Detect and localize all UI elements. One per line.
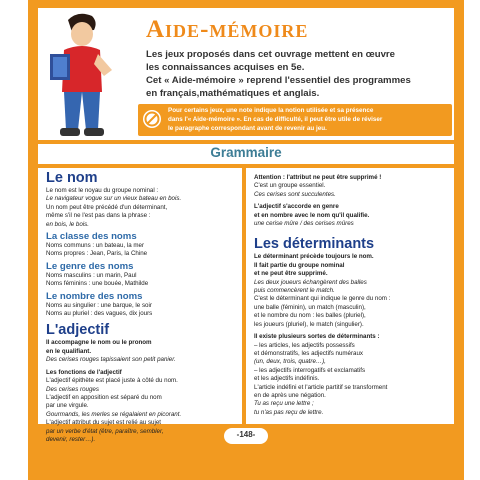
text-line: Le déterminant précède toujours le nom. (254, 253, 374, 261)
header-card (38, 8, 454, 140)
heading-adjectif: L'adjectif (46, 322, 110, 339)
text-line: et les adjectifs indéfinis. (254, 375, 320, 383)
page-background (28, 0, 464, 480)
example-line: Ces cerises sont succulentes. (254, 190, 336, 198)
right-column (246, 168, 454, 424)
section-title: Grammaire (210, 145, 282, 160)
text-line: par une virgule. (46, 402, 89, 410)
heading-determinants: Les déterminants (254, 236, 375, 253)
text-line: même s'il ne l'est pas dans la phrase : (46, 212, 151, 220)
note-text (168, 107, 448, 133)
intro-text (146, 48, 446, 100)
text-line: par un verbe d'état (être, paraître, sembler, (46, 427, 164, 435)
intro-line: Les jeux proposés dans cet ouvrage mettent en œuvre (146, 49, 395, 60)
text-line: – les adjectifs interrogatifs et exclamatifs (254, 366, 366, 374)
text-line: Noms féminins : une bouée, Mathilde (46, 280, 149, 288)
no-entry-icon (142, 109, 162, 129)
text-line: Noms au singulier : une barque, le soir (46, 301, 152, 309)
text-line: L'adjectif épithète est placé juste à côté du nom. (46, 377, 178, 385)
text-line: Le nom est le noyau du groupe nominal : (46, 187, 159, 194)
example-line: Des cerises rouges tapissaient son petit panier. (46, 356, 176, 364)
text-line: Attention : l'attribut ne peut être supprimé ! (254, 174, 382, 181)
text-line: Un nom peut être précédé d'un déterminant, (46, 203, 168, 211)
page-number-pill (224, 428, 268, 444)
text-line: en le qualifiant. (46, 347, 92, 355)
page-title: Aide-mémoire (146, 16, 309, 43)
text-line: L'adjectif attribut du sujet est relié au sujet (46, 419, 162, 427)
text-line: une balle (féminin), un match (masculin), (254, 303, 366, 311)
text-line: L'adjectif s'accorde en genre (254, 203, 339, 211)
text-line: devenir, rester…). (46, 435, 96, 443)
text-line: et en nombre avec le nom qu'il qualifie. (254, 211, 370, 219)
text-line: L'article indéfini et l'article partitif se transforment (254, 383, 388, 391)
text-line: – les articles, les adjectifs possessifs (254, 341, 355, 349)
text-line: C'est un groupe essentiel. (254, 182, 326, 190)
boy-illustration (38, 10, 130, 138)
note-line: dans l'« Aide-mémoire ». En cas de difficulté, il peut être utile de réviser (168, 115, 383, 123)
example-line: Tu as reçu une lettre ; (254, 400, 314, 408)
text-line: Noms au pluriel : des vagues, dix jours (46, 310, 153, 318)
heading-classe-des-noms: La classe des noms (46, 231, 137, 243)
example-line: Les deux joueurs échangèrent des balles (254, 278, 367, 286)
text-line: C'est le déterminant qui indique le genre du nom : (254, 295, 391, 303)
text-line: les joueurs (pluriel), le match (singulier). (254, 320, 364, 328)
intro-line: les connaissances acquises en 5e. (146, 62, 305, 73)
text-line: Il existe plusieurs sortes de déterminants : (254, 333, 380, 341)
note-box (138, 104, 452, 136)
subheading-line: Les fonctions de l'adjectif (46, 368, 122, 376)
heading-genre-des-noms: Le genre des noms (46, 260, 134, 272)
text-line: Il accompagne le nom ou le pronom (46, 339, 152, 347)
note-line: le paragraphe correspondant avant de revenir au jeu. (168, 124, 327, 132)
example-line: en bois, le bois. (46, 220, 89, 228)
example-line: puis commencèrent le match. (254, 287, 335, 295)
example-line: Gourmands, les merles se régalaient en picorant. (46, 410, 182, 418)
example-line: une cerise mûre / des cerises mûres (254, 220, 354, 228)
example-line: tu n'as pas reçu de lettre. (254, 408, 324, 416)
note-line: Pour certains jeux, une note indique la notion utilisée et sa présence (168, 107, 374, 114)
intro-line: en français,mathématiques et anglais. (146, 88, 320, 99)
left-column (38, 168, 242, 443)
page-number: -148- (236, 430, 256, 439)
example-line: (un, deux, trois, quatre…), (254, 358, 326, 366)
text-line: et démonstratifs, les adjectifs numéraux (254, 349, 364, 357)
example-line: Le navigateur vogue sur un vieux bateau en bois. (46, 195, 182, 203)
text-line: L'adjectif en apposition est séparé du nom (46, 393, 162, 401)
section-band (38, 144, 454, 164)
text-line: Noms communs : un bateau, la mer (46, 242, 145, 250)
heading-nombre-des-noms: Le nombre des noms (46, 290, 143, 302)
text-line: Il fait partie du groupe nominal (254, 261, 345, 269)
intro-line: Cet « Aide-mémoire » reprend l'essentiel des programmes (146, 75, 411, 86)
text-line: et ne peut être supprimé. (254, 270, 328, 278)
text-line: en de après une négation. (254, 391, 326, 399)
heading-le-nom: Le nom (46, 170, 98, 186)
text-line: Noms propres : Jean, Paris, la Chine (46, 250, 148, 258)
text-line: et le nombre du nom : les balles (pluriel), (254, 312, 366, 320)
example-line: Des cerises rouges (46, 385, 99, 393)
text-line: Noms masculins : un marin, Paul (46, 271, 137, 279)
